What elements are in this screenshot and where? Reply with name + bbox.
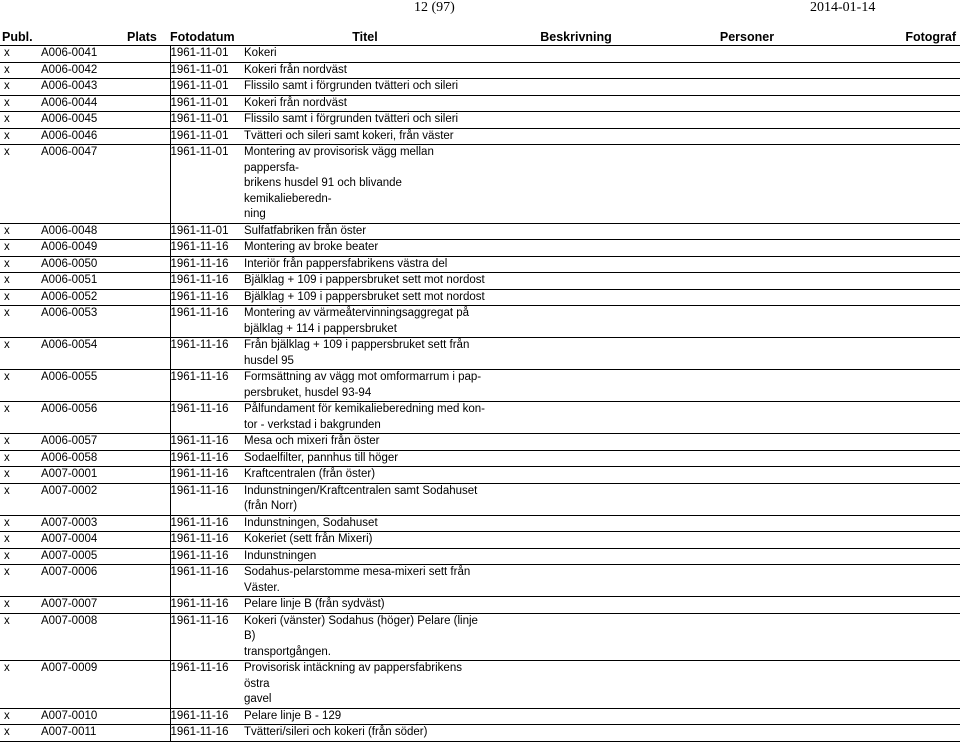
titel-line: Provisorisk intäckning av pappersfabrikens östra	[244, 662, 462, 690]
publ-cell: x	[0, 370, 37, 402]
fotodatum-cell: 1961-11-16	[170, 613, 240, 661]
beskrivning-cell	[490, 483, 662, 515]
fotograf-cell	[832, 565, 960, 597]
titel-line: Montering av provisorisk vägg mellan pappersfa-	[244, 146, 434, 174]
publ-cell: x	[0, 597, 37, 614]
titel-cell: Interiör från pappersfabrikens västra del	[240, 256, 490, 273]
titel-line: Montering av värmeåtervinningsaggregat på	[244, 307, 470, 319]
table-row	[0, 240, 960, 257]
table-row	[0, 483, 960, 515]
personer-cell	[662, 240, 832, 257]
fotograf-cell	[832, 370, 960, 402]
titel-cell: Bjälklag + 109 i pappersbruket sett mot nordost	[240, 273, 490, 290]
publ-cell: x	[0, 402, 37, 434]
beskrivning-cell	[490, 532, 662, 549]
fotograf-cell	[832, 515, 960, 532]
column-header-fotograf: Fotograf	[832, 29, 960, 46]
plats-cell: A006-0055	[37, 370, 170, 402]
titel-line: brikens husdel 91 och blivande kemikalieberedn-	[244, 177, 402, 205]
table-row	[0, 370, 960, 402]
fotograf-cell	[832, 597, 960, 614]
table-row	[0, 450, 960, 467]
publ-cell: x	[0, 240, 37, 257]
plats-cell: A006-0052	[37, 289, 170, 306]
titel-line: Formsättning av vägg mot omformarrum i pap-	[244, 371, 482, 383]
fotograf-cell	[832, 338, 960, 370]
table-row	[0, 402, 960, 434]
fotodatum-cell: 1961-11-16	[170, 402, 240, 434]
table-row	[0, 661, 960, 709]
beskrivning-cell	[490, 548, 662, 565]
plats-cell: A007-0007	[37, 597, 170, 614]
column-header-plats: Plats	[37, 29, 170, 46]
beskrivning-cell	[490, 95, 662, 112]
fotodatum-cell: 1961-11-01	[170, 145, 240, 224]
fotograf-cell	[832, 467, 960, 484]
titel-line: husdel 95	[244, 354, 294, 367]
fotodatum-cell: 1961-11-16	[170, 548, 240, 565]
personer-cell	[662, 223, 832, 240]
page-number: 12 (97)	[414, 0, 455, 15]
titel-cell	[240, 338, 490, 370]
fotograf-cell	[832, 402, 960, 434]
personer-cell	[662, 370, 832, 402]
fotodatum-cell: 1961-11-16	[170, 450, 240, 467]
personer-cell	[662, 483, 832, 515]
plats-cell: A007-0006	[37, 565, 170, 597]
plats-cell: A006-0050	[37, 256, 170, 273]
table-row	[0, 434, 960, 451]
publ-cell: x	[0, 515, 37, 532]
fotograf-cell	[832, 95, 960, 112]
fotodatum-cell: 1961-11-16	[170, 256, 240, 273]
publ-cell: x	[0, 450, 37, 467]
table-row	[0, 223, 960, 240]
plats-cell: A006-0042	[37, 62, 170, 79]
plats-cell: A006-0053	[37, 306, 170, 338]
titel-cell	[240, 483, 490, 515]
titel-line: Kokeri (vänster) Sodahus (höger) Pelare (linje B)	[244, 614, 478, 642]
table-row	[0, 95, 960, 112]
publ-cell: x	[0, 128, 37, 145]
table-row	[0, 708, 960, 725]
column-header-fotodatum: Fotodatum	[170, 29, 240, 46]
plats-cell: A006-0044	[37, 95, 170, 112]
fotograf-cell	[832, 273, 960, 290]
titel-cell	[240, 613, 490, 661]
personer-cell	[662, 256, 832, 273]
fotodatum-cell: 1961-11-16	[170, 708, 240, 725]
column-header-beskrivning: Beskrivning	[490, 29, 662, 46]
titel-cell: Sulfatfabriken från öster	[240, 223, 490, 240]
beskrivning-cell	[490, 338, 662, 370]
plats-cell: A007-0004	[37, 532, 170, 549]
beskrivning-cell	[490, 46, 662, 63]
beskrivning-cell	[490, 240, 662, 257]
fotodatum-cell: 1961-11-16	[170, 240, 240, 257]
fotograf-cell	[832, 661, 960, 709]
fotograf-cell	[832, 128, 960, 145]
fotodatum-cell: 1961-11-16	[170, 467, 240, 484]
personer-cell	[662, 145, 832, 224]
fotograf-cell	[832, 483, 960, 515]
fotodatum-cell: 1961-11-16	[170, 370, 240, 402]
beskrivning-cell	[490, 450, 662, 467]
beskrivning-cell	[490, 515, 662, 532]
fotograf-cell	[832, 450, 960, 467]
personer-cell	[662, 725, 832, 742]
plats-cell: A007-0011	[37, 725, 170, 742]
titel-cell	[240, 661, 490, 709]
titel-cell	[240, 306, 490, 338]
beskrivning-cell	[490, 613, 662, 661]
personer-cell	[662, 613, 832, 661]
publ-cell: x	[0, 467, 37, 484]
table-row	[0, 306, 960, 338]
titel-cell: Flissilo samt i förgrunden tvätteri och sileri	[240, 112, 490, 129]
table-row	[0, 565, 960, 597]
beskrivning-cell	[490, 79, 662, 96]
table-row	[0, 145, 960, 224]
publ-cell: x	[0, 548, 37, 565]
fotograf-cell	[832, 548, 960, 565]
beskrivning-cell	[490, 128, 662, 145]
beskrivning-cell	[490, 565, 662, 597]
plats-cell: A006-0051	[37, 273, 170, 290]
publ-cell: x	[0, 532, 37, 549]
beskrivning-cell	[490, 370, 662, 402]
fotodatum-cell: 1961-11-16	[170, 434, 240, 451]
titel-line: Indunstningen/Kraftcentralen samt Sodahuset	[244, 484, 478, 497]
column-header-publ: Publ.	[0, 29, 37, 46]
table-row	[0, 273, 960, 290]
fotodatum-cell: 1961-11-16	[170, 565, 240, 597]
fotodatum-cell: 1961-11-01	[170, 79, 240, 96]
personer-cell	[662, 79, 832, 96]
beskrivning-cell	[490, 402, 662, 434]
plats-cell: A006-0045	[37, 112, 170, 129]
titel-line: persbruket, husdel 93-94	[244, 386, 372, 399]
fotograf-cell	[832, 532, 960, 549]
fotodatum-cell: 1961-11-16	[170, 338, 240, 370]
fotograf-cell	[832, 145, 960, 224]
fotograf-cell	[832, 434, 960, 451]
personer-cell	[662, 515, 832, 532]
titel-cell	[240, 402, 490, 434]
titel-line: ning	[244, 208, 266, 220]
personer-cell	[662, 289, 832, 306]
table-row	[0, 532, 960, 549]
titel-cell: Indunstningen, Sodahuset	[240, 515, 490, 532]
titel-cell: Pelare linje B - 129	[240, 708, 490, 725]
table-row	[0, 289, 960, 306]
personer-cell	[662, 548, 832, 565]
table-row	[0, 128, 960, 145]
publ-cell: x	[0, 62, 37, 79]
publ-cell: x	[0, 145, 37, 224]
table-row	[0, 112, 960, 129]
personer-cell	[662, 708, 832, 725]
publ-cell: x	[0, 256, 37, 273]
personer-cell	[662, 128, 832, 145]
fotograf-cell	[832, 112, 960, 129]
beskrivning-cell	[490, 62, 662, 79]
personer-cell	[662, 306, 832, 338]
personer-cell	[662, 434, 832, 451]
personer-cell	[662, 112, 832, 129]
personer-cell	[662, 338, 832, 370]
titel-cell: Bjälklag + 109 i pappersbruket sett mot nordost	[240, 289, 490, 306]
titel-cell: Kokeri från nordväst	[240, 95, 490, 112]
table-row	[0, 62, 960, 79]
titel-cell	[240, 370, 490, 402]
titel-line: tor - verkstad i bakgrunden	[244, 418, 381, 431]
beskrivning-cell	[490, 145, 662, 224]
titel-cell: Montering av broke beater	[240, 240, 490, 257]
titel-cell: Indunstningen	[240, 548, 490, 565]
table-row	[0, 548, 960, 565]
fotograf-cell	[832, 306, 960, 338]
table-row	[0, 515, 960, 532]
fotodatum-cell: 1961-11-16	[170, 661, 240, 709]
publ-cell: x	[0, 613, 37, 661]
beskrivning-cell	[490, 273, 662, 290]
titel-cell: Kokeri från nordväst	[240, 62, 490, 79]
plats-cell: A006-0046	[37, 128, 170, 145]
publ-cell: x	[0, 79, 37, 96]
plats-cell: A006-0057	[37, 434, 170, 451]
beskrivning-cell	[490, 467, 662, 484]
table-row	[0, 725, 960, 742]
titel-line: Från bjälklag + 109 i pappersbruket sett från	[244, 339, 470, 351]
publ-cell: x	[0, 306, 37, 338]
publ-cell: x	[0, 289, 37, 306]
titel-cell: Mesa och mixeri från öster	[240, 434, 490, 451]
fotograf-cell	[832, 725, 960, 742]
personer-cell	[662, 532, 832, 549]
publ-cell: x	[0, 725, 37, 742]
publ-cell: x	[0, 46, 37, 63]
beskrivning-cell	[490, 434, 662, 451]
personer-cell	[662, 661, 832, 709]
fotodatum-cell: 1961-11-16	[170, 289, 240, 306]
personer-cell	[662, 467, 832, 484]
personer-cell	[662, 273, 832, 290]
titel-line: gavel	[244, 693, 272, 705]
fotodatum-cell: 1961-11-01	[170, 128, 240, 145]
fotograf-cell	[832, 708, 960, 725]
fotograf-cell	[832, 289, 960, 306]
page-date: 2014-01-14	[810, 0, 876, 15]
plats-cell: A006-0056	[37, 402, 170, 434]
publ-cell: x	[0, 338, 37, 370]
beskrivning-cell	[490, 661, 662, 709]
beskrivning-cell	[490, 223, 662, 240]
publ-cell: x	[0, 223, 37, 240]
fotodatum-cell: 1961-11-01	[170, 46, 240, 63]
personer-cell	[662, 95, 832, 112]
fotograf-cell	[832, 62, 960, 79]
titel-cell: Kokeriet (sett från Mixeri)	[240, 532, 490, 549]
titel-line: Sodahus-pelarstomme mesa-mixeri sett från	[244, 566, 471, 578]
titel-cell	[240, 565, 490, 597]
titel-cell	[240, 145, 490, 224]
titel-cell: Tvätteri/sileri och kokeri (från söder)	[240, 725, 490, 742]
table-body	[0, 46, 960, 742]
publ-cell: x	[0, 112, 37, 129]
beskrivning-cell	[490, 289, 662, 306]
fotodatum-cell: 1961-11-01	[170, 62, 240, 79]
fotodatum-cell: 1961-11-16	[170, 483, 240, 515]
plats-cell: A007-0002	[37, 483, 170, 515]
titel-cell: Flissilo samt i förgrunden tvätteri och sileri	[240, 79, 490, 96]
publ-cell: x	[0, 708, 37, 725]
plats-cell: A006-0048	[37, 223, 170, 240]
fotograf-cell	[832, 256, 960, 273]
fotodatum-cell: 1961-11-01	[170, 223, 240, 240]
table-row	[0, 79, 960, 96]
plats-cell: A007-0005	[37, 548, 170, 565]
personer-cell	[662, 450, 832, 467]
titel-line: bjälklag + 114 i pappersbruket	[244, 322, 397, 335]
page-header	[0, 0, 960, 22]
publ-cell: x	[0, 95, 37, 112]
personer-cell	[662, 565, 832, 597]
table-row	[0, 256, 960, 273]
beskrivning-cell	[490, 256, 662, 273]
beskrivning-cell	[490, 306, 662, 338]
titel-line: transportgången.	[244, 645, 331, 658]
publ-cell: x	[0, 661, 37, 709]
titel-line: (från Norr)	[244, 500, 298, 512]
table-row	[0, 338, 960, 370]
titel-line: Pålfundament för kemikalieberedning med kon-	[244, 403, 485, 415]
titel-cell: Kokeri	[240, 46, 490, 63]
fotodatum-cell: 1961-11-16	[170, 725, 240, 742]
publ-cell: x	[0, 434, 37, 451]
fotodatum-cell: 1961-11-16	[170, 273, 240, 290]
titel-cell: Kraftcentralen (från öster)	[240, 467, 490, 484]
plats-cell: A007-0009	[37, 661, 170, 709]
titel-cell: Tvätteri och sileri samt kokeri, från väster	[240, 128, 490, 145]
personer-cell	[662, 62, 832, 79]
fotodatum-cell: 1961-11-01	[170, 112, 240, 129]
titel-line: Väster.	[244, 581, 280, 594]
table-row	[0, 46, 960, 63]
fotodatum-cell: 1961-11-01	[170, 95, 240, 112]
fotodatum-cell: 1961-11-16	[170, 597, 240, 614]
catalog-table	[0, 29, 960, 742]
plats-cell: A006-0043	[37, 79, 170, 96]
fotodatum-cell: 1961-11-16	[170, 515, 240, 532]
plats-cell: A007-0008	[37, 613, 170, 661]
table-header-row	[0, 29, 960, 46]
personer-cell	[662, 597, 832, 614]
publ-cell: x	[0, 565, 37, 597]
plats-cell: A007-0001	[37, 467, 170, 484]
table-row	[0, 613, 960, 661]
table-row	[0, 597, 960, 614]
plats-cell: A006-0047	[37, 145, 170, 224]
beskrivning-cell	[490, 725, 662, 742]
titel-cell: Pelare linje B (från sydväst)	[240, 597, 490, 614]
plats-cell: A006-0054	[37, 338, 170, 370]
column-header-personer: Personer	[662, 29, 832, 46]
fotograf-cell	[832, 46, 960, 63]
personer-cell	[662, 402, 832, 434]
fotograf-cell	[832, 613, 960, 661]
publ-cell: x	[0, 483, 37, 515]
personer-cell	[662, 46, 832, 63]
column-header-titel: Titel	[240, 29, 490, 46]
plats-cell: A007-0010	[37, 708, 170, 725]
titel-cell: Sodaelfilter, pannhus till höger	[240, 450, 490, 467]
fotograf-cell	[832, 240, 960, 257]
fotograf-cell	[832, 79, 960, 96]
fotodatum-cell: 1961-11-16	[170, 532, 240, 549]
beskrivning-cell	[490, 597, 662, 614]
fotodatum-cell: 1961-11-16	[170, 306, 240, 338]
publ-cell: x	[0, 273, 37, 290]
fotograf-cell	[832, 223, 960, 240]
table-row	[0, 467, 960, 484]
plats-cell: A006-0058	[37, 450, 170, 467]
beskrivning-cell	[490, 708, 662, 725]
plats-cell: A007-0003	[37, 515, 170, 532]
plats-cell: A006-0049	[37, 240, 170, 257]
plats-cell: A006-0041	[37, 46, 170, 63]
beskrivning-cell	[490, 112, 662, 129]
